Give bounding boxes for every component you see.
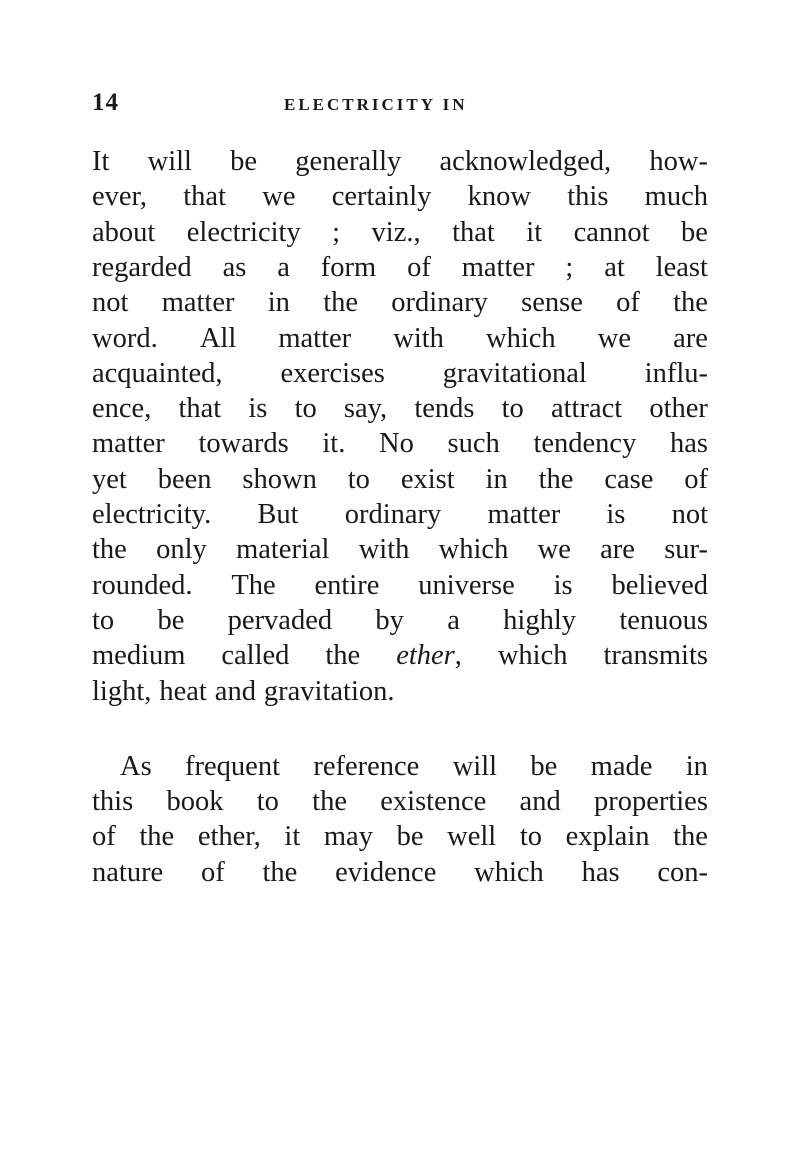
text-line: word. All matter with which we are — [92, 322, 708, 354]
text-line: regarded as a form of matter ; at least — [92, 251, 708, 283]
text-line: nature of the evidence which has con- — [92, 856, 708, 888]
text-line: It will be generally acknowledged, how- — [92, 146, 708, 177]
text-line: to be pervaded by a highly tenuous — [92, 604, 708, 636]
running-title: ELECTRICITY IN — [284, 95, 468, 114]
text-line: matter towards it. No such tendency has — [92, 428, 708, 460]
text-line: rounded. The entire universe is believed — [92, 569, 708, 601]
text-line: acquainted, exercises gravitational influ- — [92, 357, 708, 389]
text-line: this book to the existence and properties — [92, 786, 708, 818]
text-line: As frequent reference will be made in — [120, 750, 708, 782]
text-line: ever, that we certainly know this much — [92, 181, 708, 213]
text-line: medium called the ether, which transmits — [92, 640, 708, 672]
text-line: yet been shown to exist in the case of — [92, 463, 708, 495]
text-line: the only material with which we are sur- — [92, 534, 708, 566]
text-line: electricity. But ordinary matter is not — [92, 499, 708, 530]
text-line: about electricity ; viz., that it cannot be — [92, 216, 708, 248]
running-head — [92, 88, 712, 118]
text-line: not matter in the ordinary sense of the — [92, 287, 708, 319]
text-line: light, heat and gravitation. — [92, 675, 395, 707]
text-line: of the ether, it may be well to explain the — [92, 821, 708, 853]
page-number: 14 — [92, 89, 119, 116]
text-line: ence, that is to say, tends to attract other — [92, 393, 708, 425]
